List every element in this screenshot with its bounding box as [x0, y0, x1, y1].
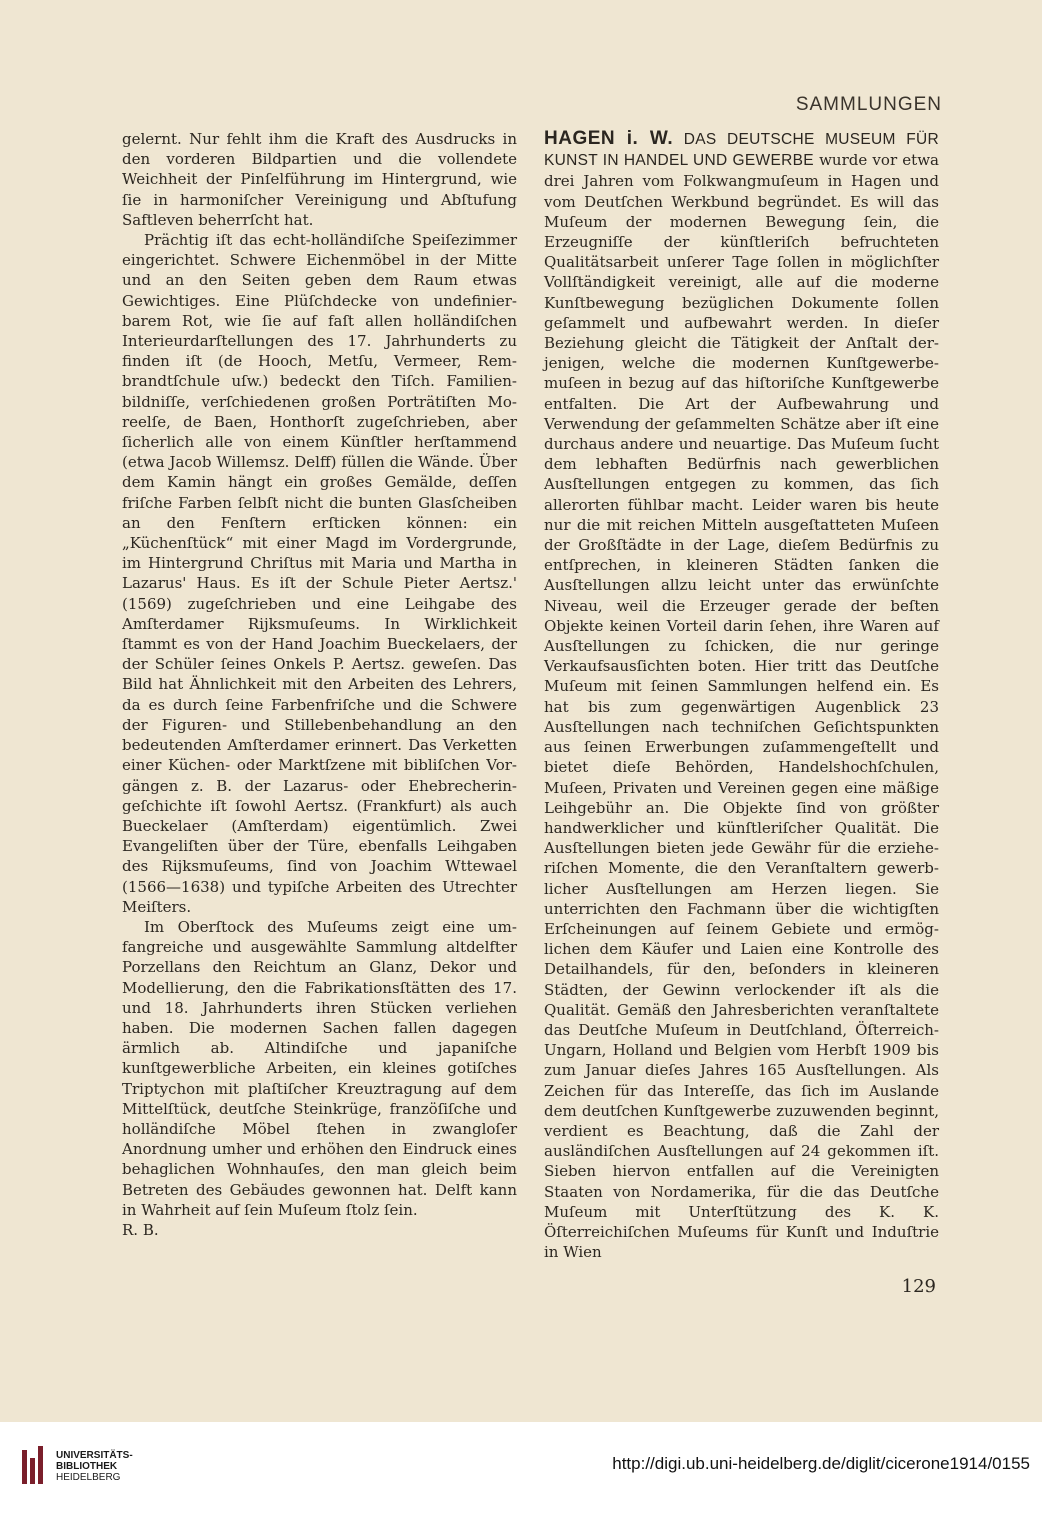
page-number: 129: [901, 1276, 936, 1297]
library-logo[interactable]: [22, 1446, 133, 1486]
author-signature: R. B.: [122, 1220, 159, 1239]
paragraph-3: Im Oberſtock des Muſeums zeigt eine umfangreiche und ausgewählte Sammlung altdelfter Porzellans den Reichtum an Glanz, Dekor und Modellierung, den die Fabrikationsſtätten des 17. und 18. Jahrhunderts ihren Stücken verliehen haben. Die modernen Sachen fallen dagegen ärmlich ab. Altindiſche und japaniſche kunſtgewerbliche Arbeiten, ein kleines gotiſches Triptychon mit plaſtiſcher Kreuztragung auf dem Mittelſtück, deutſche Steinkrüge, franzöſiſche und holländiſche Möbel ſtehen in zwangloſer Anordnung umher und erhöhen den Eindruck eines behaglichen Wohnhauſes, den man gleich beim Betreten des Gebäudes gewonnen hat. Delft kann in Wahrheit auf ſein Muſeum ſtolz ſein.: [122, 917, 517, 1219]
section-header: SAMMLUNGEN: [795, 94, 942, 115]
library-name-line2: BIBLIOTHEK: [56, 1460, 118, 1472]
source-url-link[interactable]: http://digi.ub.uni-heidelberg.de/diglit/cicerone1914/0155: [612, 1454, 1030, 1473]
paragraph-1: gelernt. Nur fehlt ihm die Kraft des Ausdrucks in den vorderen Bildpartien und die vollendete Weichheit der Pinſelführung im Hintergrund, wie ſie in harmoniſcher Vereinigung und Abſtufung Saftleven beherrſcht hat.: [122, 130, 517, 229]
library-name-line3: HEIDELBERG: [56, 1471, 121, 1483]
article-title: DAS DEUTSCHE MUSEUM FÜR KUNST IN HANDEL UND GEWERBE: [544, 131, 939, 170]
article-paragraph: [544, 129, 939, 1262]
article-body: wurde vor etwa drei Jahren vom Folkwangmuſeum in Hagen und vom Deutſchen Werkbund begründet. Es will das Muſeum der modernen Bewegung ſein, die Erzeugniſſe der künſtleriſch befruchteten Qualitätsarbeit unſerer Tage ſollen in möglichſter Vollſtändigkeit vereinigt, alle auf die moderne Kunſtbewegung bezüglichen Dokumente ſollen geſammelt und aufbewahrt werden. In dieſer Beziehung gleicht die Tätigkeit der Anſtalt derjenigen, welche die modernen Kunſtgewerbemuſeen in bezug auf das hiſtoriſche Kunſtgewerbe entfalten. Die Art der Aufbewahrung und Verwendung der geſammelten Schätze aber iſt eine durchaus andere und neuartige. Das Muſeum ſucht dem lebhaften Bedürfnis nach gewerblichen Ausſtellungen entgegen zu kommen, das ſich allerorten fühlbar macht. Leider waren bis heute nur die mit reichen Mitteln ausgeſtatteten Muſeen der Großſtädte in der Lage, dieſem Bedürfnis zu entſprechen, in kleineren Städten ſanken die Ausſtellungen allzu leicht unter das erwünſchte Niveau, weil die Erzeuger gerade der beſten Objekte keinen Vorteil darin ſehen, ihre Waren auf Ausſtellungen zu ſchicken, die nur geringe Verkaufsausſichten boten. Hier tritt das Deutſche Muſeum mit ſeinen Sammlungen helfend ein. Es hat bis zum gegenwärtigen Augenblick 23 Ausſtellungen nach techniſchen Geſichtspunkten aus ſeinen Erwerbungen zuſammengeſtellt und bietet dieſe Behörden, Handelshochſchulen, Muſeen, Privaten und Vereinen gegen eine mäßige Leihgebühr an. Die Objekte ſind von größter handwerklicher und künſtleriſcher Qualität. Die Ausſtellungen bieten jede Gewähr für die erzieheriſchen Momente, die den Veranſtaltern gewerblicher Ausſtellungen am Herzen liegen. Sie unterrichten den Fachmann über die wichtigſten Erſcheinungen auf ſeinem Gebiete und ermöglichen dem Käufer und Laien eine Kontrolle des Detailhandels, für den, beſonders in kleineren Städten, der Gewinn verlockender iſt als die Qualität. Gemäß den Jahresberichten veranſtaltete das Deutſche Muſeum in Deutſchland, Öſterreich-Ungarn, Holland und Belgien vom Herbſt 1909 bis zum Januar dieſes Jahres 165 Ausſtellungen. Als Zeichen für das Intereſſe, das ſich im Auslande dem deutſchen Kunſtgewerbe zuzuwenden beginnt, verdient es Beachtung, daß die Zahl der ausländiſchen Ausſtellungen auf 24 gekommen iſt. Sieben hiervon entfallen auf die Vereinigten Staaten von Nordamerika, für die das Deutſche Muſeum mit Unterſtützung des K. K. Öſterreichiſchen Muſeums für Kunſt und Induſtrie in Wien: [544, 151, 939, 1262]
right-column: [544, 129, 939, 1262]
library-name-line1: UNIVERSITÄTS-: [56, 1449, 133, 1461]
paragraph-2: Prächtig iſt das echt-holländiſche Speiſezimmer eingerichtet. Schwere Eichenmöbel in der Mitte und an den Seiten geben dem Raum etwas Gewichtiges. Eine Plüſchdecke von undefinierbarem Rot, wie ſie auf faſt allen holländiſchen Interieurdarſtellungen des 17. Jahrhunderts zu finden iſt (de Hooch, Metſu, Vermeer, Rembrandtſchule uſw.) bedeckt den Tiſch. Familienbildniſſe, verſchiedenen großen Porträtiſten Moreelſe, de Baen, Honthorſt zugeſchrieben, aber ſicherlich alle von einem Künſtler herſtammend (etwa Jacob Willemsz. Delff) füllen die Wände. Über dem Kamin hängt ein großes Gemälde, deſſen friſche Farben ſelbſt nicht die bunten Glasſcheiben an den Fenſtern erſticken können: ein „Küchenſtück“ mit einer Magd im Vordergrunde, im Hintergrund Chriſtus mit Maria und Martha in Lazarus' Haus. Es iſt der Schule Pieter Aertsz.' (1569) zugeſchrieben und eine Leihgabe des Amſterdamer Rijksmuſeums. In Wirklichkeit ſtammt es von der Hand Joachim Bueckelaers, der der Schüler ſeines Onkels P. Aertsz. geweſen. Das Bild hat Ähnlichkeit mit den Arbeiten des Lehrers, da es durch ſeine Farbenfriſche und die Schwere der Figuren- und Stillebenbehandlung an den bedeutenden Amſterdamer erinnert. Das Verketten einer Küchen- oder Marktſzene mit bibliſchen Vorgängen z. B. der Lazarus- oder Ehebrecheringeſchichte iſt ſowohl Aertsz. (Frankfurt) als auch Bueckelaer (Amſterdam) eigentümlich. Zwei Evangeliſten über der Türe, ebenfalls Leihgaben des Rijksmuſeums, ſind von Joachim Wttewael (1566—1638) und typiſche Arbeiten des Utrechter Meiſters.: [122, 231, 517, 916]
left-column: [122, 129, 517, 1240]
article-place-heading: HAGEN i. W.: [544, 128, 674, 149]
library-logo-icon: [22, 1446, 48, 1486]
